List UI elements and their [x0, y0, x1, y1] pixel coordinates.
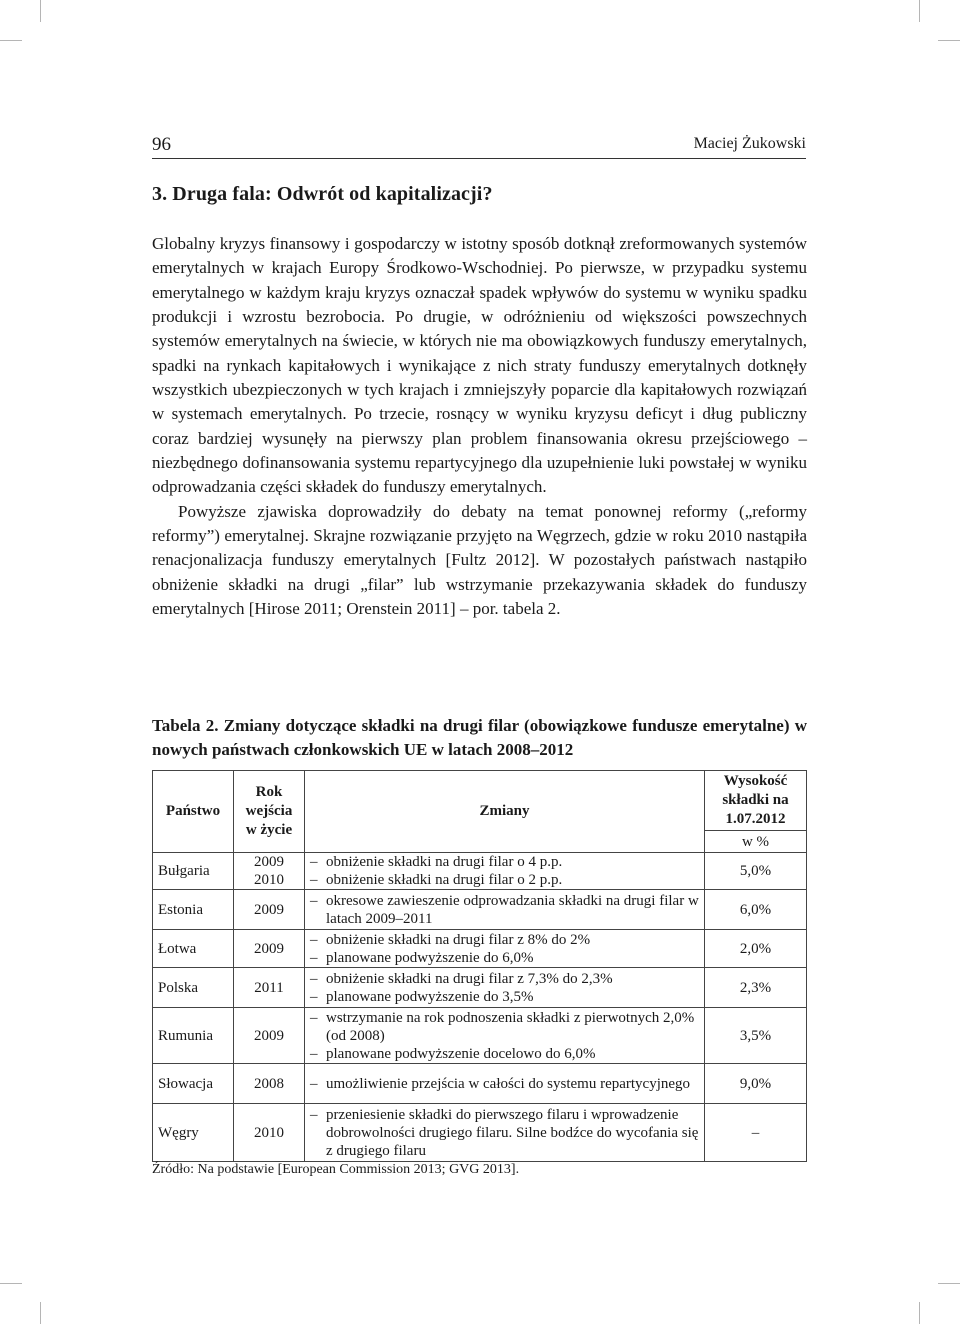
column-header-changes: Zmiany [305, 771, 705, 853]
cell-rate: 6,0% [705, 890, 807, 930]
cell-year [234, 890, 305, 930]
bullet-dash: – [310, 1106, 318, 1123]
column-header-rate-unit: w % [705, 831, 807, 853]
bullet-dash: – [310, 1045, 318, 1062]
change-item [310, 988, 699, 1006]
table-caption: Tabela 2. Zmiany dotyczące składki na drugi filar (obowiązkowe fundusze emerytalne) w nowych państwach członkowskich UE w latach 2008–2012 [152, 716, 807, 759]
year-value: 2009 [254, 1027, 284, 1044]
cell-country: Słowacja [153, 1064, 234, 1104]
cell-changes [305, 1064, 705, 1104]
bullet-dash: – [310, 1009, 318, 1026]
year-value: 2009 [254, 854, 284, 870]
paragraph: Powyższe zjawiska doprowadziły do debaty na temat ponownej reformy („reformy reformy”) emerytalnej. Skrajne rozwiązanie przyjęto na Węgrzech, gdzie w roku 2010 nastąpiła renacjonalizacja funduszy emerytalnych [Fultz 2012]. W pozostałych państwach nastąpiło obniżenie składki na drugi „filar” lub wstrzymanie przekazywania składek do funduszy emerytalnych [Hirose 2011; Orenstein 2011] – por. tabela 2. [152, 501, 807, 619]
cell-changes [305, 853, 705, 890]
change-text: wstrzymanie na rok podnoszenia składki z pierwotnych 2,0% (od 2008) [326, 1009, 695, 1044]
table-row [153, 1008, 807, 1064]
change-item [310, 1045, 699, 1063]
change-item [310, 853, 699, 871]
change-text: planowane podwyższenie docelowo do 6,0% [326, 1045, 596, 1062]
column-header-country: Państwo [153, 771, 234, 853]
change-item [310, 970, 699, 988]
cell-changes [305, 1008, 705, 1064]
crop-mark [40, 0, 41, 22]
cell-year [234, 1064, 305, 1104]
cell-year [234, 930, 305, 968]
cell-rate: 2,0% [705, 930, 807, 968]
change-item [310, 871, 699, 889]
cell-changes [305, 930, 705, 968]
bullet-dash: – [310, 1075, 318, 1092]
table-row [153, 968, 807, 1008]
cell-changes [305, 968, 705, 1008]
cell-country: Łotwa [153, 930, 234, 968]
table-body [153, 853, 807, 1162]
bullet-dash: – [310, 872, 318, 888]
table-row [153, 853, 807, 890]
body-text [152, 232, 807, 622]
change-text: planowane podwyższenie do 3,5% [326, 988, 534, 1005]
table-source: Źródło: Na podstawie [European Commission 2013; GVG 2013]. [152, 1162, 520, 1177]
cell-changes [305, 1104, 705, 1162]
year-value: 2011 [254, 979, 284, 996]
change-text: obniżenie składki na drugi filar z 7,3% do 2,3% [326, 970, 613, 987]
change-item [310, 949, 699, 967]
cell-rate: 5,0% [705, 853, 807, 890]
change-text: okresowe zawieszenie odprowadzania składki na drugi filar w latach 2009–2011 [326, 892, 699, 927]
bullet-dash: – [310, 970, 318, 987]
cell-year [234, 1008, 305, 1064]
crop-mark [938, 40, 960, 41]
cell-year [234, 968, 305, 1008]
change-item [310, 1106, 699, 1160]
cell-country: Estonia [153, 890, 234, 930]
bullet-dash: – [310, 854, 318, 870]
cell-year [234, 853, 305, 890]
section-title: 3. Druga fala: Odwrót od kapitalizacji? [152, 183, 493, 205]
cell-rate: 3,5% [705, 1008, 807, 1064]
cell-changes [305, 890, 705, 930]
year-value: 2008 [254, 1075, 284, 1092]
change-text: umożliwienie przejścia w całości do systemu repartycyjnego [326, 1075, 691, 1092]
crop-mark [938, 1283, 960, 1284]
crop-mark [40, 1302, 41, 1324]
change-text: planowane podwyższenie do 6,0% [326, 949, 534, 966]
change-item [310, 892, 699, 928]
change-text: obniżenie składki na drugi filar o 4 p.p. [326, 854, 563, 870]
table-row [153, 890, 807, 930]
change-item [310, 1009, 699, 1045]
year-value: 2010 [254, 872, 284, 888]
bullet-dash: – [310, 988, 318, 1005]
paragraph: Globalny kryzys finansowy i gospodarczy w istotny sposób dotknął zreformowanych systemów emerytalnych w krajach Europy Środkowo-Wschodniej. Po pierwsze, w przypadku systemu emerytalnego w każdym kraju kryzys oznaczał spadek wpływów do systemu w wyniku spadku produkcji i wzrostu bezrobocia. Po drugie, w odróżnieniu od większości powszechnych systemów emerytalnych na świecie, w których nie ma obowiązkowych funduszy emerytalnych, spadki na rynkach kapitałowych i wynikające z nich straty funduszy emerytalnych dotknęły wszystkich ubezpieczonych w tych krajach i zmniejszyły poparcie dla kapitałowych rozwiązań w systemach emerytalnych. Po trzecie, rosnący w wyniku kryzysu deficyt i dług publiczny coraz bardziej wysunęły na pierwszy plan problem finansowania okresu przejściowego – niezbędnego dofinansowania systemu repartycyjnego dla uzupełnienie luki powstałej w wyniku odprowadzania części składek do funduszy emerytalnych. [152, 234, 807, 497]
cell-rate: – [705, 1104, 807, 1162]
year-value: 2009 [254, 901, 284, 918]
crop-mark [0, 40, 22, 41]
cell-year [234, 1104, 305, 1162]
change-item [310, 1075, 699, 1093]
data-table [152, 770, 807, 1162]
table-row [153, 1064, 807, 1104]
crop-mark [0, 1283, 22, 1284]
change-text: przeniesienie składki do pierwszego filaru i wprowadzenie dobrowolności drugiego filaru. Silne bodźce do wycofania się z drugiego filaru [326, 1106, 699, 1159]
table-row [153, 1104, 807, 1162]
crop-mark [919, 1302, 920, 1324]
column-header-rate: Wysokość składki na 1.07.2012 [705, 771, 807, 831]
cell-country: Węgry [153, 1104, 234, 1162]
crop-mark [919, 0, 920, 22]
change-item [310, 931, 699, 949]
cell-rate: 9,0% [705, 1064, 807, 1104]
running-head [152, 134, 806, 159]
year-value: 2010 [254, 1124, 284, 1141]
bullet-dash: – [310, 931, 318, 948]
change-text: obniżenie składki na drugi filar o 2 p.p. [326, 872, 563, 888]
column-header-year: Rok wejścia w życie [234, 771, 305, 853]
bullet-dash: – [310, 892, 318, 909]
cell-country: Rumunia [153, 1008, 234, 1064]
year-value: 2009 [254, 940, 284, 957]
cell-country: Bułgaria [153, 853, 234, 890]
cell-country: Polska [153, 968, 234, 1008]
change-text: obniżenie składki na drugi filar z 8% do 2% [326, 931, 591, 948]
running-head-author: Maciej Żukowski [693, 135, 806, 152]
bullet-dash: – [310, 949, 318, 966]
page-number: 96 [152, 134, 171, 155]
table-row [153, 930, 807, 968]
cell-rate: 2,3% [705, 968, 807, 1008]
